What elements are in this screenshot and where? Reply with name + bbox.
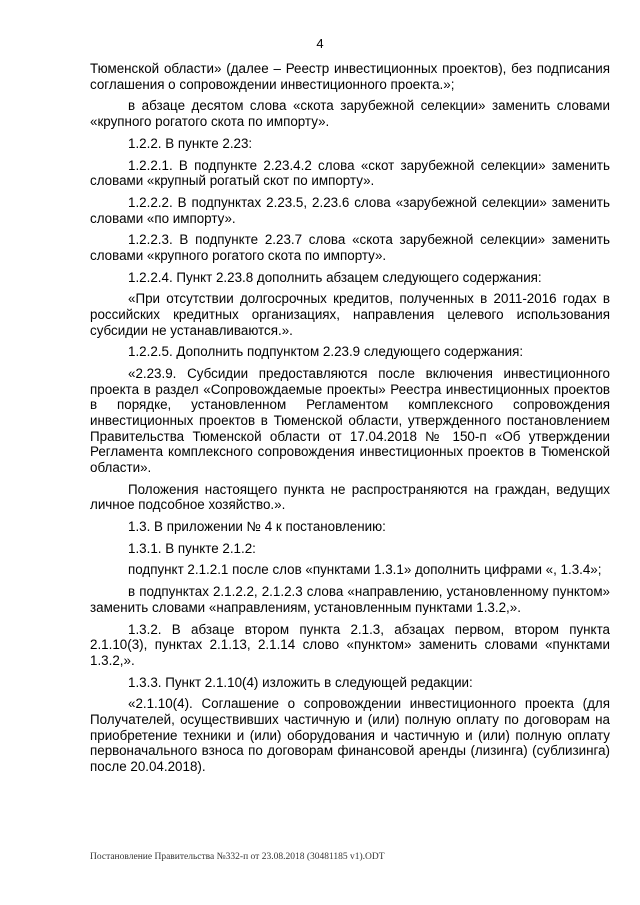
paragraph: 1.3. В приложении № 4 к постановлению: — [128, 518, 386, 534]
paragraph: Тюменской области» (далее – Реестр инвестиционных проектов), без подписания соглашения о сопровождении инвестиционного проекта.»; — [90, 61, 610, 92]
paragraph: в абзаце десятом слова «скота зарубежной селекции» заменить словами «крупного рогатого скота по импорту». — [90, 98, 610, 129]
paragraph: подпункт 2.1.2.1 после слов «пунктами 1.3.1» дополнить цифрами «, 1.3.4»; — [128, 562, 602, 578]
paragraph: «2.23.9. Субсидии предоставляются после включения инвестиционного проекта в раздел «Сопровождаемые проекты» Реестра инвестиционных проектов в порядке, установленном Регламентом комплексного сопровождения инвестиционных проектов в Тюменской области, утвержденного постановлением Правительства Тюменской области от 17.04.2018 № 150-п «Об утверждении Регламента комплексного сопровождения инвестиционных проектов в Тюменской области». — [90, 366, 610, 475]
paragraph: «2.1.10(4). Соглашение о сопровождении инвестиционного проекта (для Получателей, осуществивших частичную и (или) полную оплату по договорам на приобретение техники и (или) оборудования и частичную и (или) полную оплату первоначального взноса по договорам финансовой аренды (лизинга) (сублизинга) после 20.04.2018). — [90, 696, 610, 774]
paragraph: Положения настоящего пункта не распространяются на граждан, ведущих личное подсобное хозяйство.». — [90, 481, 610, 513]
document-footer: Постановление Правительства №332-п от 23.08.2018 (30481185 v1).ODT — [90, 852, 385, 862]
paragraph: 1.2.2.5. Дополнить подпунктом 2.23.9 следующего содержания: — [128, 344, 524, 360]
paragraph: 1.2.2.1. В подпункте 2.23.4.2 слова «скот зарубежной селекции» заменить словами «крупный рогатый скот по импорту». — [90, 157, 610, 189]
page-number: 4 — [316, 36, 324, 51]
paragraph: 1.3.3. Пункт 2.1.10(4) изложить в следующей редакции: — [128, 674, 473, 690]
document-body — [90, 61, 610, 781]
paragraph: в подпунктах 2.1.2.2, 2.1.2.3 слова «направлению, установленному пунктом» заменить словами «направлениям, установленным пунктами 1.3.2,». — [90, 584, 610, 615]
paragraph: «При отсутствии долгосрочных кредитов, полученных в 2011-2016 годах в российских кредитных организациях, направления целевого использования субсидии не устанавливаются.». — [90, 291, 610, 338]
paragraph: 1.2.2. В пункте 2.23: — [128, 135, 253, 151]
paragraph: 1.2.2.2. В подпунктах 2.23.5, 2.23.6 слова «зарубежной селекции» заменить словами «по импорту». — [90, 194, 610, 226]
paragraph: 1.3.2. В абзаце втором пункта 2.1.3, абзацах первом, втором пункта 2.1.10(3), пунктах 2.1.13, 2.1.14 слово «пунктом» заменить словами «пунктами 1.3.2,». — [90, 621, 610, 668]
paragraph: 1.2.2.4. Пункт 2.23.8 дополнить абзацем следующего содержания: — [128, 269, 542, 285]
paragraph: 1.2.2.3. В подпункте 2.23.7 слова «скота зарубежной селекции» заменить словами «крупного рогатого скота по импорту». — [90, 232, 610, 263]
paragraph: 1.3.1. В пункте 2.1.2: — [128, 540, 256, 556]
